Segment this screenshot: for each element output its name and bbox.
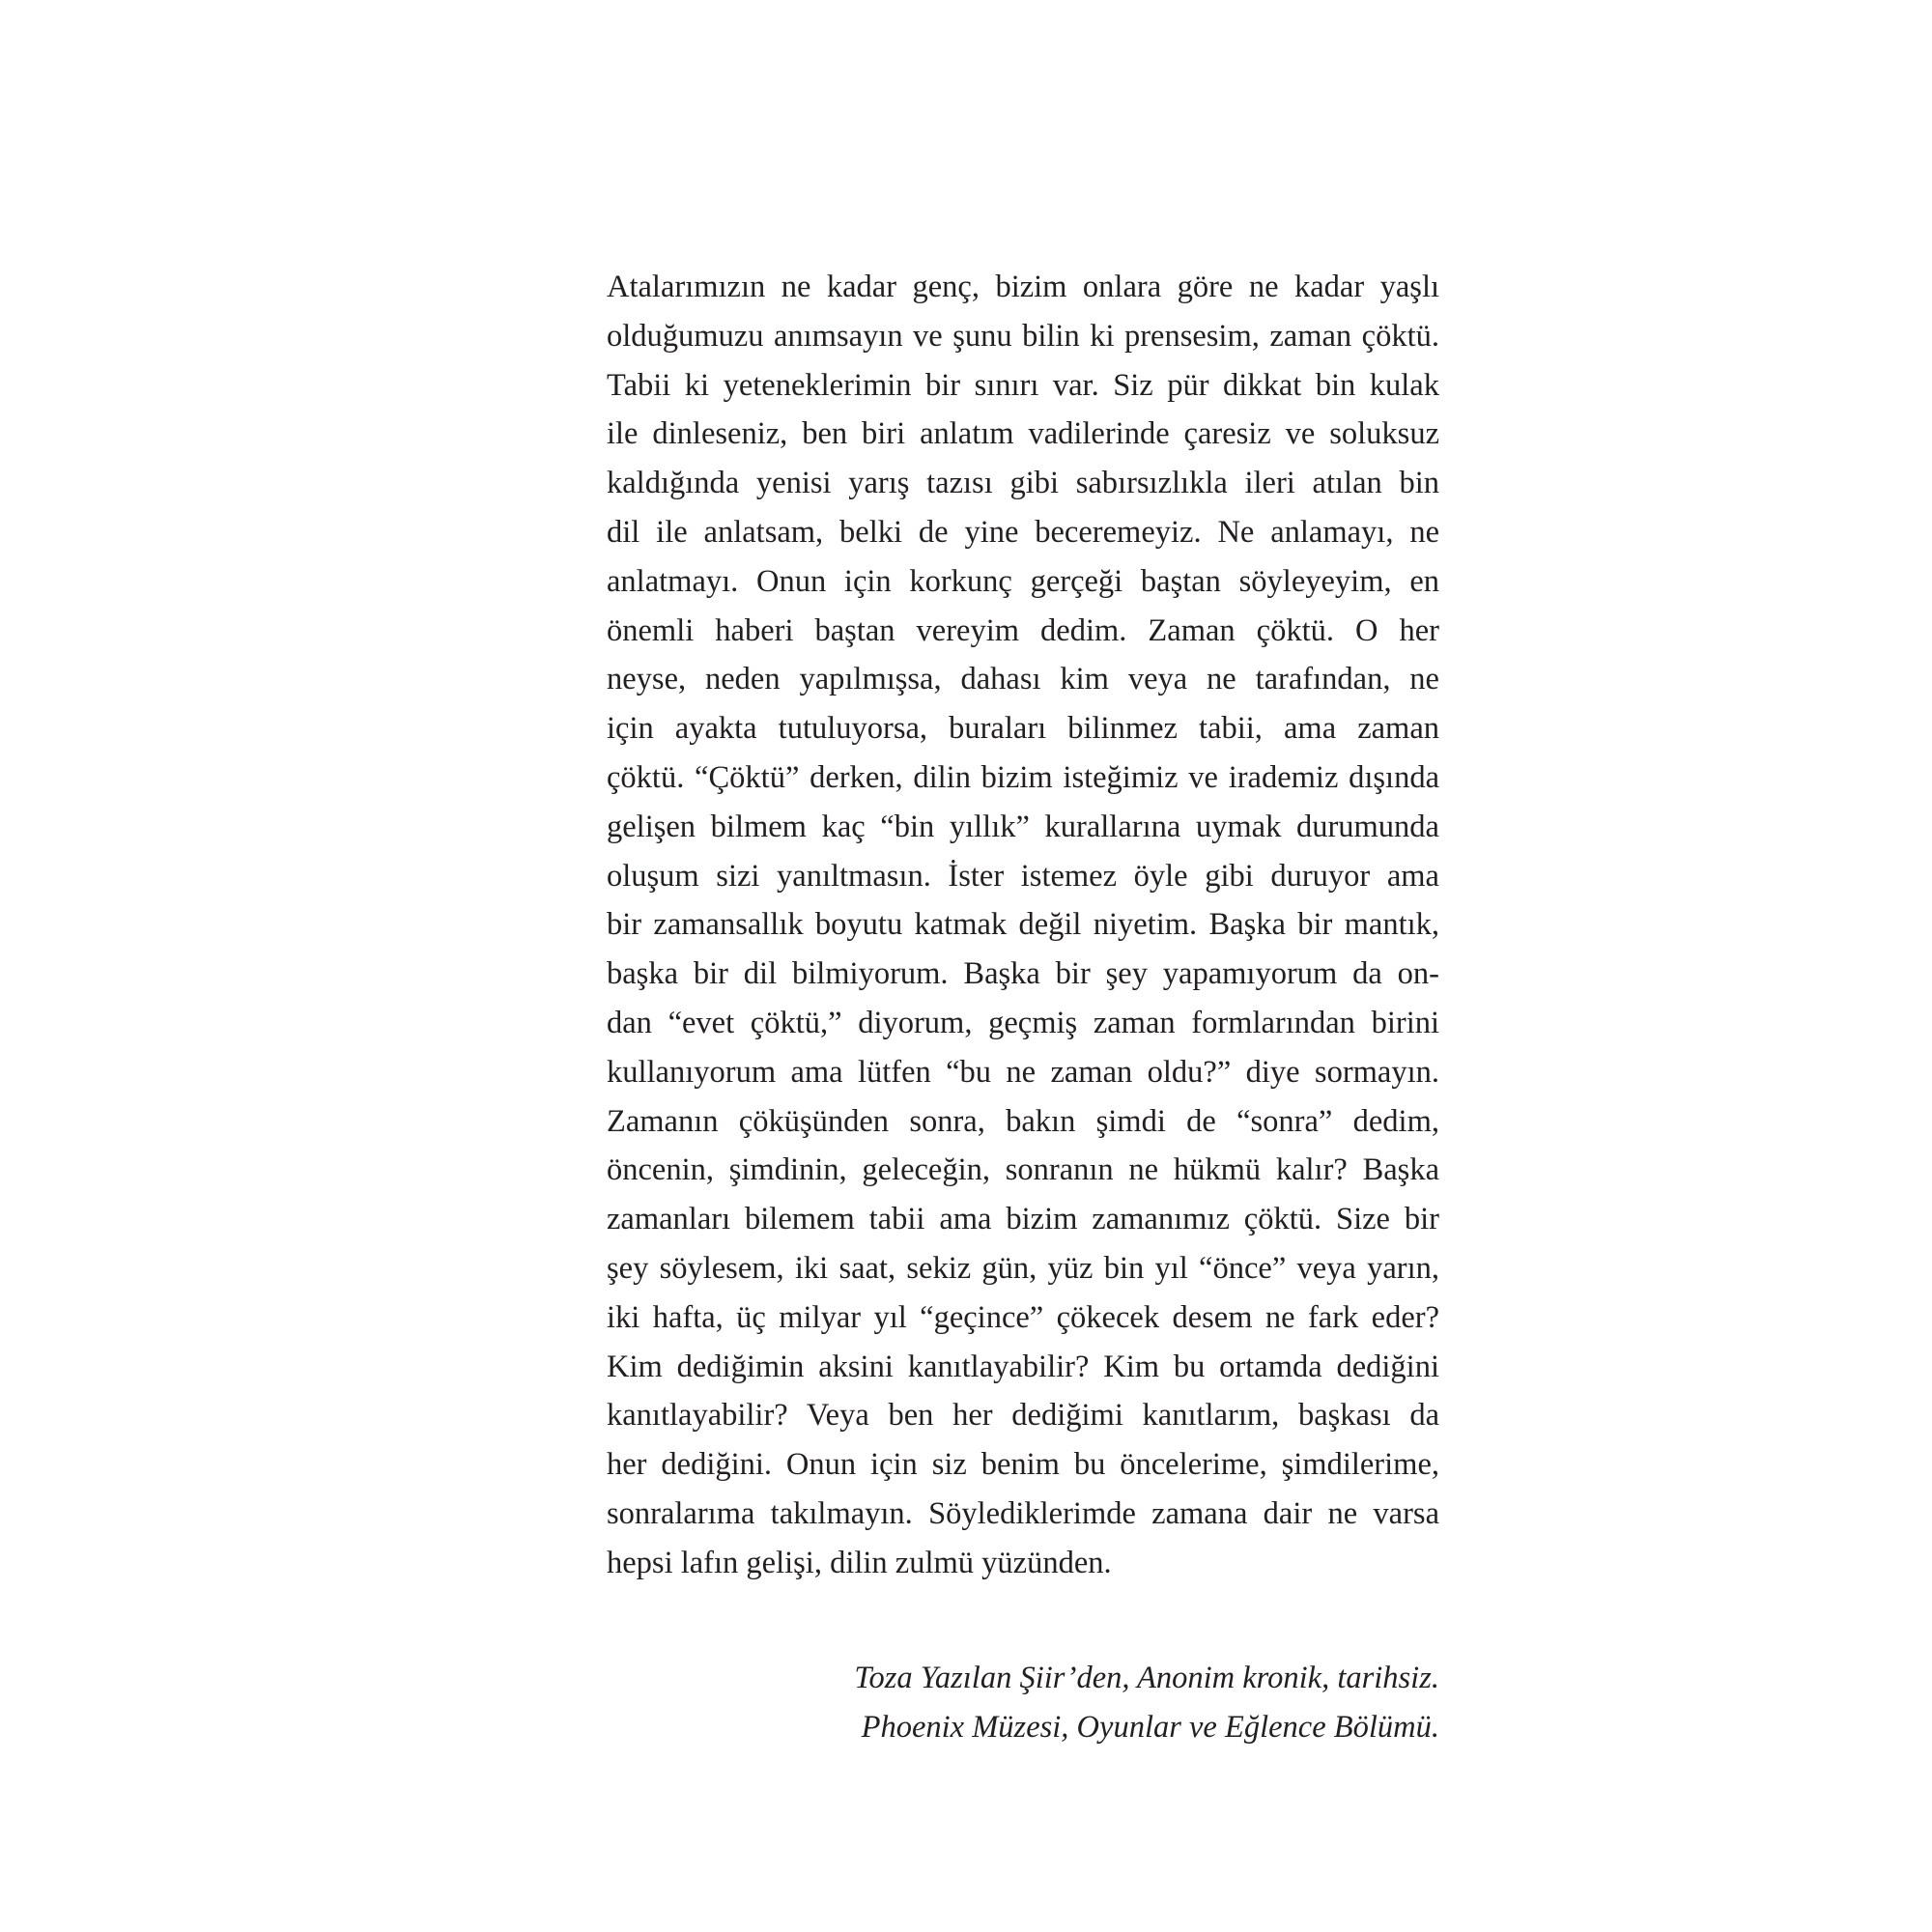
- body-paragraph: [607, 263, 1439, 1588]
- body-line: çöktü. “Çöktü” derken, dilin bizim isteğimiz ve irademiz dışında: [607, 759, 1439, 795]
- epigraph-attribution: [667, 1654, 1439, 1752]
- body-line: Zamanın çöküşünden sonra, bakın şimdi de “sonra” dedim,: [607, 1103, 1439, 1139]
- body-line: anlatmayı. Onun için korkunç gerçeği baştan söyleyeyim, en: [607, 563, 1439, 599]
- body-line: ile dinleseniz, ben biri anlatım vadilerinde çaresiz ve soluksuz: [607, 416, 1439, 452]
- body-line: öncenin, şimdinin, geleceğin, sonranın ne hükmü kalır? Başka: [607, 1152, 1439, 1188]
- body-line: gelişen bilmem kaç “bin yıllık” kurallarına uymak durumunda: [607, 809, 1439, 844]
- body-line: kaldığında yenisi yarış tazısı gibi sabırsızlıkla ileri atılan bin: [607, 466, 1439, 501]
- body-line: iki hafta, üç milyar yıl “geçince” çökecek desem ne fark eder?: [607, 1299, 1439, 1335]
- body-line: kullanıyorum ama lütfen “bu ne zaman oldu?” diye sormayın.: [607, 1054, 1439, 1090]
- body-line: dil ile anlatsam, belki de yine beceremeyiz. Ne anlamayı, ne: [607, 514, 1439, 550]
- body-line: oluşum sizi yanıltmasın. İster istemez öyle gibi duruyor ama: [607, 858, 1439, 894]
- body-line: Atalarımızın ne kadar genç, bizim onlara göre ne kadar yaşlı: [607, 270, 1439, 304]
- body-line: kanıtlayabilir? Veya ben her dediğimi kanıtlarım, başkası da: [607, 1398, 1439, 1434]
- body-line: önemli haberi baştan vereyim dedim. Zaman çöktü. O her: [607, 612, 1439, 648]
- body-line: sonralarıma takılmayın. Söylediklerimde zamana dair ne varsa: [607, 1495, 1439, 1531]
- body-line: dan “evet çöktü,” diyorum, geçmiş zaman formlarından birini: [607, 1005, 1439, 1040]
- body-line: başka bir dil bilmiyorum. Başka bir şey yapamıyorum da on-: [607, 956, 1439, 992]
- body-line: şey söylesem, iki saat, sekiz gün, yüz bin yıl “önce” veya yarın,: [607, 1250, 1439, 1286]
- body-line-last: hepsi lafın gelişi, dilin zulmü yüzünden.: [607, 1545, 1112, 1580]
- attribution-museum: Phoenix Müzesi, Oyunlar ve Eğlence Bölümü.: [861, 1710, 1439, 1745]
- body-line: Kim dediğimin aksini kanıtlayabilir? Kim bu ortamda dediğini: [607, 1349, 1439, 1384]
- body-line: her dediğini. Onun için siz benim bu öncelerime, şimdilerime,: [607, 1447, 1439, 1483]
- body-line: zamanları bilemem tabii ama bizim zamanımız çöktü. Size bir: [607, 1202, 1439, 1237]
- attribution-source: Toza Yazılan Şiir’den, Anonim kronik, tarihsiz.: [854, 1661, 1439, 1695]
- body-line: olduğumuzu anımsayın ve şunu bilin ki prensesim, zaman çöktü.: [607, 318, 1439, 354]
- body-line: için ayakta tutuluyorsa, buraları bilinmez tabii, ama zaman: [607, 711, 1439, 747]
- body-line: bir zamansallık boyutu katmak değil niyetim. Başka bir mantık,: [607, 907, 1439, 943]
- body-line: neyse, neden yapılmışsa, dahası kim veya ne tarafından, ne: [607, 662, 1439, 697]
- body-line: Tabii ki yeteneklerimin bir sınırı var. Siz pür dikkat bin kulak: [607, 367, 1439, 403]
